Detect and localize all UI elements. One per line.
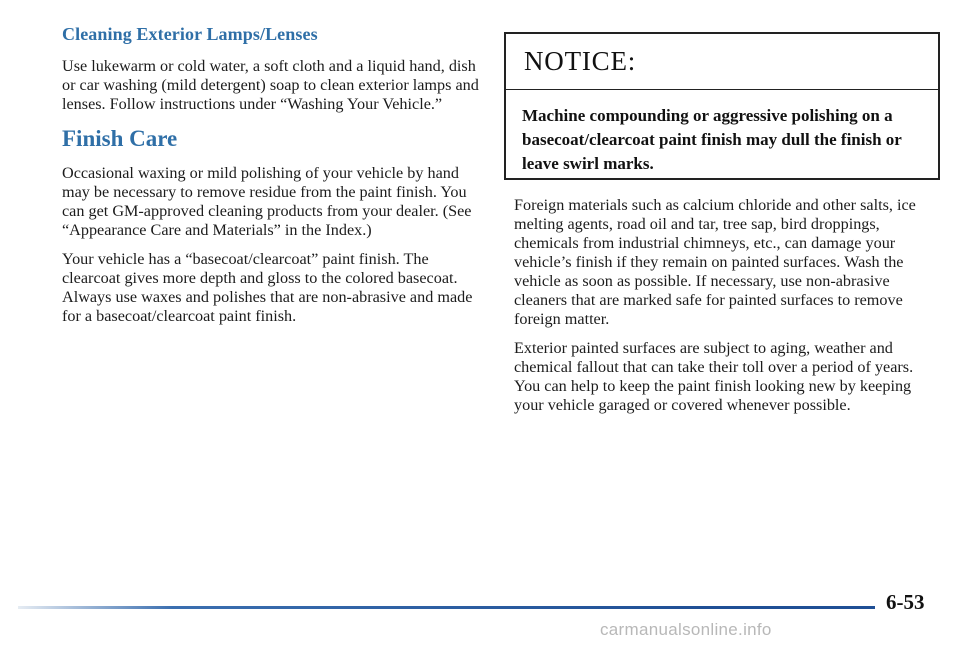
lamps-paragraph: Use lukewarm or cold water, a soft cloth and a liquid hand, dish or car washing (mild detergent) soap to clean exterior lamps and lenses. Follow instructions under “Washing Your Vehicle.” xyxy=(62,57,479,113)
notice-text: Machine compounding or aggressive polishing on a basecoat/clearcoat paint finish may dull the finish or leave swirl marks. xyxy=(522,106,902,173)
notice-title: NOTICE: xyxy=(524,46,637,76)
footer-rule xyxy=(18,606,875,609)
foreign-materials-paragraph: Foreign materials such as calcium chloride and other salts, ice melting agents, road oil and tar, tree sap, bird droppings, chemicals from industrial chimneys, etc., can damage your vehicle’s finish if they remain on painted surfaces. Wash the vehicle as soon as possible. If necessary, use non-abrasive cleaners that are marked safe for painted surfaces to remove foreign matter. xyxy=(514,196,916,328)
exterior-surfaces-paragraph: Exterior painted surfaces are subject to aging, weather and chemical fallout that can take their toll over a period of years. You can help to keep the paint finish looking new by keeping your vehicle garaged or covered whenever possible. xyxy=(514,339,914,414)
watermark-text: carmanualsonline.info xyxy=(600,620,772,639)
subheading-cleaning-lamps: Cleaning Exterior Lamps/Lenses xyxy=(62,24,318,44)
left-column xyxy=(62,24,482,336)
finish-paragraph-1: Occasional waxing or mild polishing of your vehicle by hand may be necessary to remove residue from the paint finish. You can get GM-approved cleaning products from your dealer. (See “Appearance Care and Materials” in the Index.) xyxy=(62,164,472,239)
page-number: 6-53 xyxy=(886,590,925,614)
finish-paragraph-2: Your vehicle has a “basecoat/clearcoat” paint finish. The clearcoat gives more depth and gloss to the colored basecoat. Always use waxes and polishes that are non-abrasive and made for a basecoat/clearcoat paint finish. xyxy=(62,250,473,325)
notice-box xyxy=(504,32,940,180)
section-heading-finish-care: Finish Care xyxy=(62,126,178,151)
right-column xyxy=(514,196,942,425)
notice-header xyxy=(506,34,938,90)
